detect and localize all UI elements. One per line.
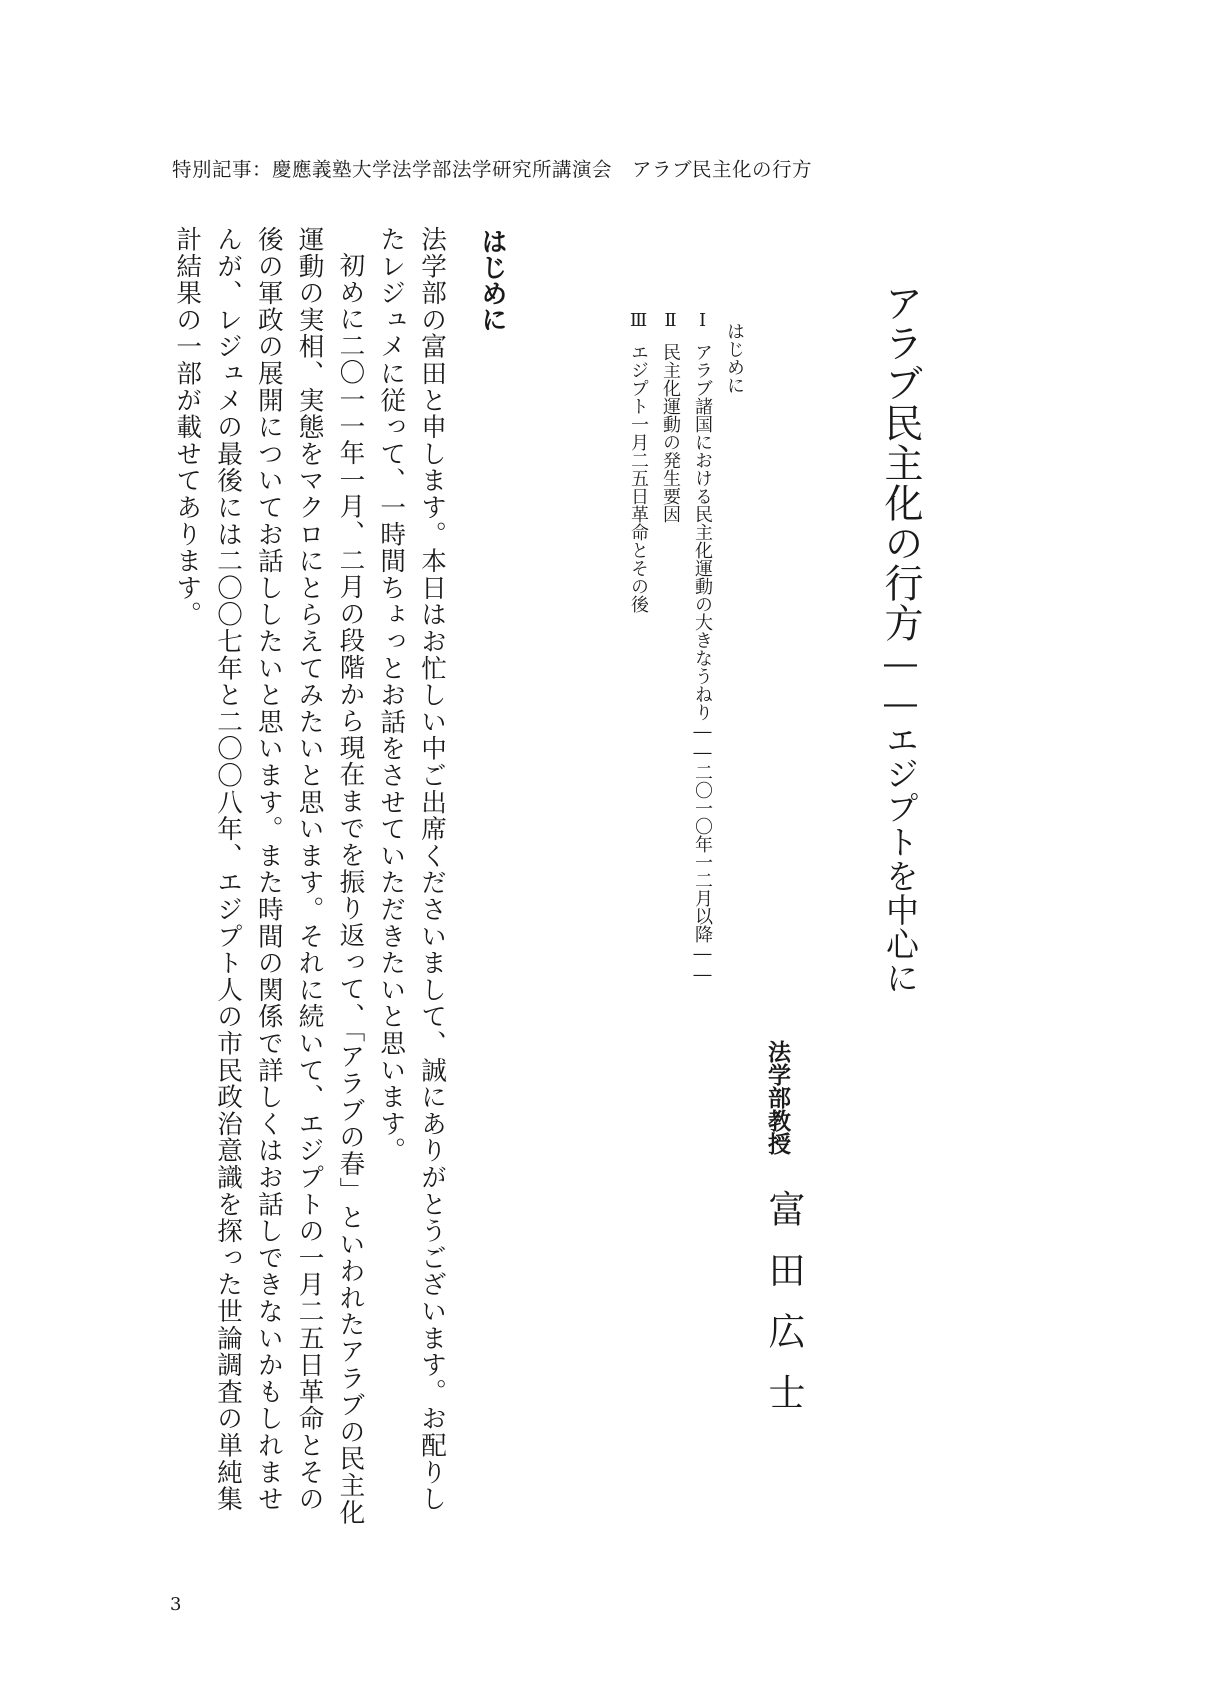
toc-item: はじめに [724,322,745,394]
table-of-contents [615,310,743,985]
toc-item: Ⅱ民主化運動の発生要因 [660,310,681,523]
running-header: 特別記事：慶應義塾大学法学部法学研究所講演会 アラブ民主化の行方 [172,158,813,181]
body-text [166,226,452,1526]
page-number: 3 [170,1594,182,1615]
title-main: アラブ民主化の行方 [878,283,923,643]
author-name: 富田広士 [762,1190,805,1434]
paragraph: 法学部の富田と申します。本日はお忙しい中ご出席くださいまして、誠にありがとうございます。お配りしたレジュメに従って、一時間ちょっとお話をさせていただきたいと思います。 [376,226,447,1513]
title-subtitle: ――エジプトを中心に [881,643,920,995]
section-heading: はじめに [477,228,507,332]
paragraph: 初めに二〇一一年一月、二月の段階から現在までを振り返って、「アラブの春」といわれたアラブの民主化運動の実相、実態をマクロにとらえてみたいと思います。それに続いて、エジプトの一月二五日革命とその後の軍政の展開についてお話ししたいと思います。また時間の関係で詳しくはお話しできないかもしれませんが、レジュメの最後には二〇〇七年と二〇〇八年、エジプト人の市民政治意識を探った世論調査の単純集計結果の一部が載せてあります。 [172,226,366,1526]
toc-item: Ⅰアラブ諸国における民主化運動の大きなうねり――二〇一〇年一二月以降―― [692,310,713,985]
article-title [878,283,923,995]
toc-item: Ⅲエジプト一月二五日革命とその後 [628,310,649,613]
author-affiliation: 法学部教授 [764,1040,791,1155]
